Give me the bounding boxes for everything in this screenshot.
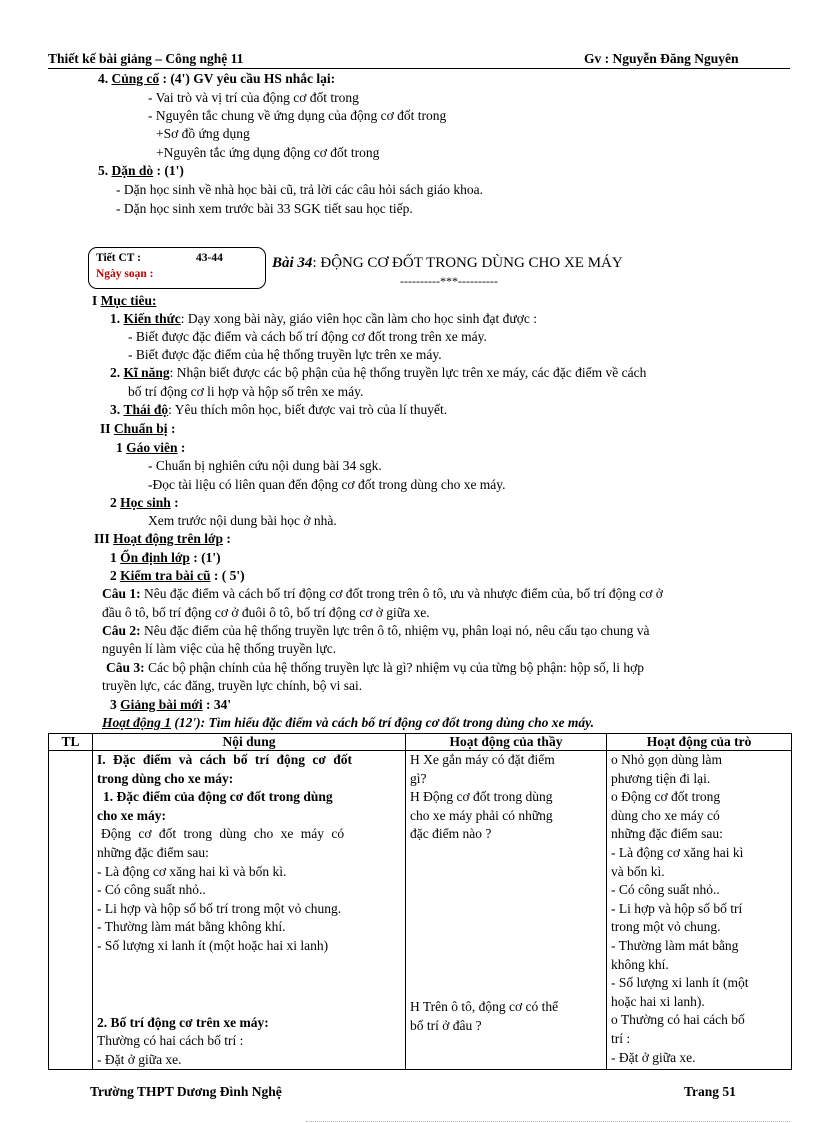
- student-a1-line: phương tiện đi lại.: [611, 770, 711, 786]
- objectives-num: I: [92, 293, 98, 308]
- review-num: 4.: [98, 71, 109, 86]
- review-rest: : (4') GV yêu cầu HS nhắc lại:: [162, 71, 336, 86]
- section1-title-cont: trong dùng cho xe máy:: [97, 770, 234, 786]
- new-lesson-num: 3: [110, 697, 117, 712]
- header-rule: [48, 68, 790, 69]
- question-label: Câu 3:: [106, 660, 145, 675]
- student-a2-line: o Động cơ đốt trong: [611, 789, 721, 805]
- sub1-title: 1. Đặc điểm của động cơ đốt trong dùng: [103, 789, 333, 805]
- intro-line: Động cơ đốt trong dùng cho xe máy có: [101, 826, 345, 842]
- preparation-title: Chuẩn bị: [113, 421, 168, 436]
- question-text: Nêu đặc điểm và cách bố trí động cơ đốt trong trên ô tô, ưu và nhược điểm của, bố trí động cơ ở: [144, 586, 663, 601]
- header-tl: TL: [49, 734, 93, 751]
- stabilize-title: Ổn định lớp: [120, 550, 190, 565]
- teacher-q2-line: đặc điểm nào ?: [410, 826, 492, 842]
- activities-heading: III Hoạt động trên lớp :: [94, 531, 231, 546]
- check-num: 2: [110, 568, 117, 583]
- student-prep-line: Xem trước nội dung bài học ở nhà.: [148, 513, 337, 528]
- teacher-q2-line: cho xe máy phải có những: [410, 807, 553, 823]
- intro-line-cont: những đặc điểm sau:: [97, 844, 209, 860]
- student-a2-line: những đặc điểm sau:: [611, 826, 723, 842]
- teacher-prep-line: -Đọc tài liệu có liên quan đến động cơ đốt trong dùng cho xe máy.: [148, 477, 506, 492]
- new-lesson-title: Giảng bài mới: [120, 697, 203, 712]
- skills-num: 2.: [110, 365, 121, 380]
- question-3-cont: truyền lực, các đăng, truyền lực chính, bộ vi sai.: [102, 678, 363, 693]
- student-prep-num: 2: [110, 495, 117, 510]
- question-3: [106, 659, 644, 677]
- question-2: [102, 622, 650, 640]
- question-label: Câu 2:: [102, 623, 141, 638]
- skills-line2: bố trí động cơ li hợp và hộp số trên xe máy.: [128, 384, 364, 399]
- feature-item: - Số lượng xi lanh ít (một hoặc hai xi lanh): [97, 937, 329, 953]
- teacher-prep-line: - Chuẩn bị nghiên cứu nội dung bài 34 sgk.: [148, 458, 382, 473]
- question-text: Các bộ phận chính của hệ thống truyền lực là gì? nhiệm vụ của từng bộ phận: hộp số, li hợp: [148, 660, 645, 675]
- attitude-title: Thái độ: [123, 402, 169, 417]
- activities-title: Hoạt động trên lớp: [113, 531, 223, 546]
- question-label: Câu 1:: [102, 586, 141, 601]
- homework-line: - Dặn học sinh xem trước bài 33 SGK tiết sau học tiếp.: [116, 201, 413, 216]
- sub2-title: 2. Bố trí động cơ trên xe máy:: [97, 1014, 269, 1030]
- footer-dotted-rule: [306, 1121, 790, 1122]
- lesson-title-stars: ----------***----------: [400, 274, 498, 288]
- student-a2-line: - Là động cơ xăng hai kì: [611, 844, 744, 860]
- student-a2-line: hoặc hai xi lanh).: [611, 993, 705, 1009]
- sub1-title-cont: cho xe máy:: [97, 807, 166, 823]
- student-a2-line: - Li hợp và hộp số bố trí: [611, 900, 743, 916]
- teacher-prep-heading: [116, 439, 185, 457]
- student-a2-line: - Có công suất nhỏ..: [611, 882, 720, 898]
- check-rest: : ( 5'): [213, 568, 245, 583]
- activity1-heading: [102, 714, 594, 732]
- student-a2-line: dùng cho xe máy có: [611, 807, 720, 823]
- student-a2-line: - Thường làm mát bằng: [611, 937, 739, 953]
- student-a2-line: trong một vỏ chung.: [611, 919, 721, 935]
- section1-title: I. Đặc điểm và cách bố trí động cơ đốt: [97, 752, 352, 767]
- student-a1-line: o Nhỏ gọn dùng làm: [611, 752, 722, 767]
- check-title: Kiểm tra bài cũ: [120, 568, 211, 583]
- activity-table: [48, 733, 792, 1070]
- review-line: +Sơ đồ ứng dụng: [156, 126, 250, 141]
- teacher-q1-line: gì?: [410, 770, 427, 786]
- footer-school: Trường THPT Dương Đình Nghệ: [90, 1084, 282, 1099]
- student-prep-heading: [110, 494, 179, 512]
- new-lesson-heading: [110, 696, 231, 714]
- table-row: [49, 751, 792, 1070]
- knowledge-line: - Biết được đặc điểm của hệ thống truyền lực trên xe máy.: [128, 347, 442, 362]
- review-line: +Nguyên tắc ứng dụng động cơ đốt trong: [156, 145, 380, 160]
- skills-title: Kĩ năng: [123, 365, 170, 380]
- header-left: Thiết kế bài giảng – Công nghệ 11: [48, 51, 244, 66]
- homework-line: - Dặn học sinh về nhà học bài cũ, trả lời các câu hỏi sách giáo khoa.: [116, 182, 484, 197]
- objectives-title: Mục tiêu:: [100, 293, 157, 308]
- lesson-info-box: [88, 247, 266, 289]
- student-a2-line: và bốn kì.: [611, 863, 665, 879]
- teacher-q3-line: H Trên ô tô, động cơ có thể: [410, 998, 559, 1014]
- feature-item: - Li hợp và hộp số bố trí trong một vỏ chung.: [97, 900, 342, 916]
- preparation-heading: II Chuẩn bị :: [100, 421, 176, 436]
- student-a2-line: - Số lượng xi lanh ít (một: [611, 975, 749, 991]
- knowledge-line: - Biết được đặc điểm và cách bố trí động cơ đốt trong trên xe máy.: [128, 329, 487, 344]
- knowledge-num: 1.: [110, 311, 121, 326]
- stabilize-rest: : (1'): [193, 550, 221, 565]
- tiet-label: Tiết CT :: [96, 252, 141, 264]
- student-cell: [607, 751, 792, 1070]
- question-2-cont: nguyên lí làm việc của hệ thống truyền lực.: [102, 641, 337, 656]
- student-a3-line: trí :: [611, 1030, 631, 1046]
- skills-heading: [110, 364, 646, 382]
- teacher-prep-rest: :: [180, 440, 186, 455]
- check-heading: [110, 567, 245, 585]
- teacher-q1-line: H Xe gắn máy có đặt điểm: [410, 752, 555, 767]
- header-right: Gv : Nguyễn Đăng Nguyên: [584, 51, 739, 66]
- table-header-row: [49, 734, 792, 751]
- feature-item: - Có công suất nhỏ..: [97, 882, 206, 898]
- review-heading: [98, 70, 335, 88]
- review-line: - Vai trò và vị trí của động cơ đốt trong: [148, 90, 359, 105]
- teacher-cell: [406, 751, 607, 1070]
- activity1-label: Hoạt động 1: [102, 715, 172, 730]
- teacher-q2-line: H Động cơ đốt trong dùng: [410, 789, 553, 805]
- student-a2-line: không khí.: [611, 956, 669, 972]
- student-a3-line: o Thường có hai cách bố: [611, 1012, 745, 1028]
- attitude-num: 3.: [110, 402, 121, 417]
- knowledge-heading: [110, 310, 537, 328]
- objectives-heading: [92, 292, 157, 310]
- new-lesson-rest: : 34': [206, 697, 232, 712]
- content-cell: [93, 751, 406, 1070]
- ngay-label: Ngày soạn :: [96, 268, 154, 280]
- homework-rest: : (1'): [156, 163, 184, 178]
- feature-item: - Thường làm mát bằng không khí.: [97, 919, 286, 935]
- student-prep-rest: :: [174, 495, 179, 510]
- question-1: [102, 585, 663, 603]
- activity1-text: : Tìm hiểu đặc điểm và cách bố trí động cơ đốt trong dùng cho xe máy.: [200, 715, 594, 730]
- attitude-rest: : Yêu thích môn học, biết được vai trò của lí thuyết.: [168, 402, 448, 417]
- student-a3-line: - Đặt ở giữa xe.: [611, 1049, 696, 1065]
- feature-item: - Là động cơ xăng hai kì và bốn kì.: [97, 863, 287, 879]
- homework-title: Dặn dò: [111, 163, 154, 178]
- attitude-heading: [110, 401, 447, 419]
- review-title: Củng cố: [111, 71, 160, 86]
- review-line: - Nguyên tắc chung về ứng dụng của động cơ đốt trong: [148, 108, 447, 123]
- teacher-q3-line: bố trí ở đâu ?: [410, 1017, 482, 1033]
- skills-rest: : Nhận biết được các bộ phận của hệ thống truyền lực trên xe máy, các đặc điểm về cách: [169, 365, 647, 380]
- tiet-value: 43-44: [196, 252, 223, 264]
- stabilize-num: 1: [110, 550, 117, 565]
- question-text: Nêu đặc điểm của hệ thống truyền lực trên ô tô, nhiệm vụ, phân loại nó, nêu cấu tạo chung và: [144, 623, 650, 638]
- question-1-cont: đầu ô tô, bố trí động cơ ở đuôi ô tô, bố trí động cơ ở giữa xe.: [102, 605, 430, 620]
- lesson-title-text: : ĐỘNG CƠ ĐỐT TRONG DÙNG CHO XE MÁY: [312, 255, 623, 271]
- activity1-time: (12'): [174, 715, 201, 730]
- homework-heading: [98, 162, 184, 180]
- student-prep-title: Học sinh: [120, 495, 171, 510]
- footer-page: Trang 51: [684, 1084, 736, 1099]
- lesson-title-prefix: Bài 34: [272, 255, 313, 271]
- teacher-prep-title: Gáo viên: [126, 440, 178, 455]
- header-teacher: Hoạt động của thầy: [406, 734, 607, 751]
- teacher-prep-num: 1: [116, 440, 123, 455]
- activities-num: III: [94, 531, 110, 546]
- stabilize-heading: [110, 549, 221, 567]
- sub2-item: - Đặt ở giữa xe.: [97, 1051, 182, 1067]
- knowledge-rest: : Dạy xong bài này, giáo viên học cần làm cho học sinh đạt được :: [180, 311, 537, 326]
- header-student: Hoạt động của trò: [607, 734, 792, 751]
- knowledge-title: Kiến thức: [123, 311, 181, 326]
- lesson-title: [272, 254, 623, 272]
- tl-cell: [49, 751, 93, 1070]
- preparation-num: II: [100, 421, 111, 436]
- homework-num: 5.: [98, 163, 109, 178]
- sub2-intro: Thường có hai cách bố trí :: [97, 1033, 244, 1049]
- header-content: Nội dung: [93, 734, 406, 751]
